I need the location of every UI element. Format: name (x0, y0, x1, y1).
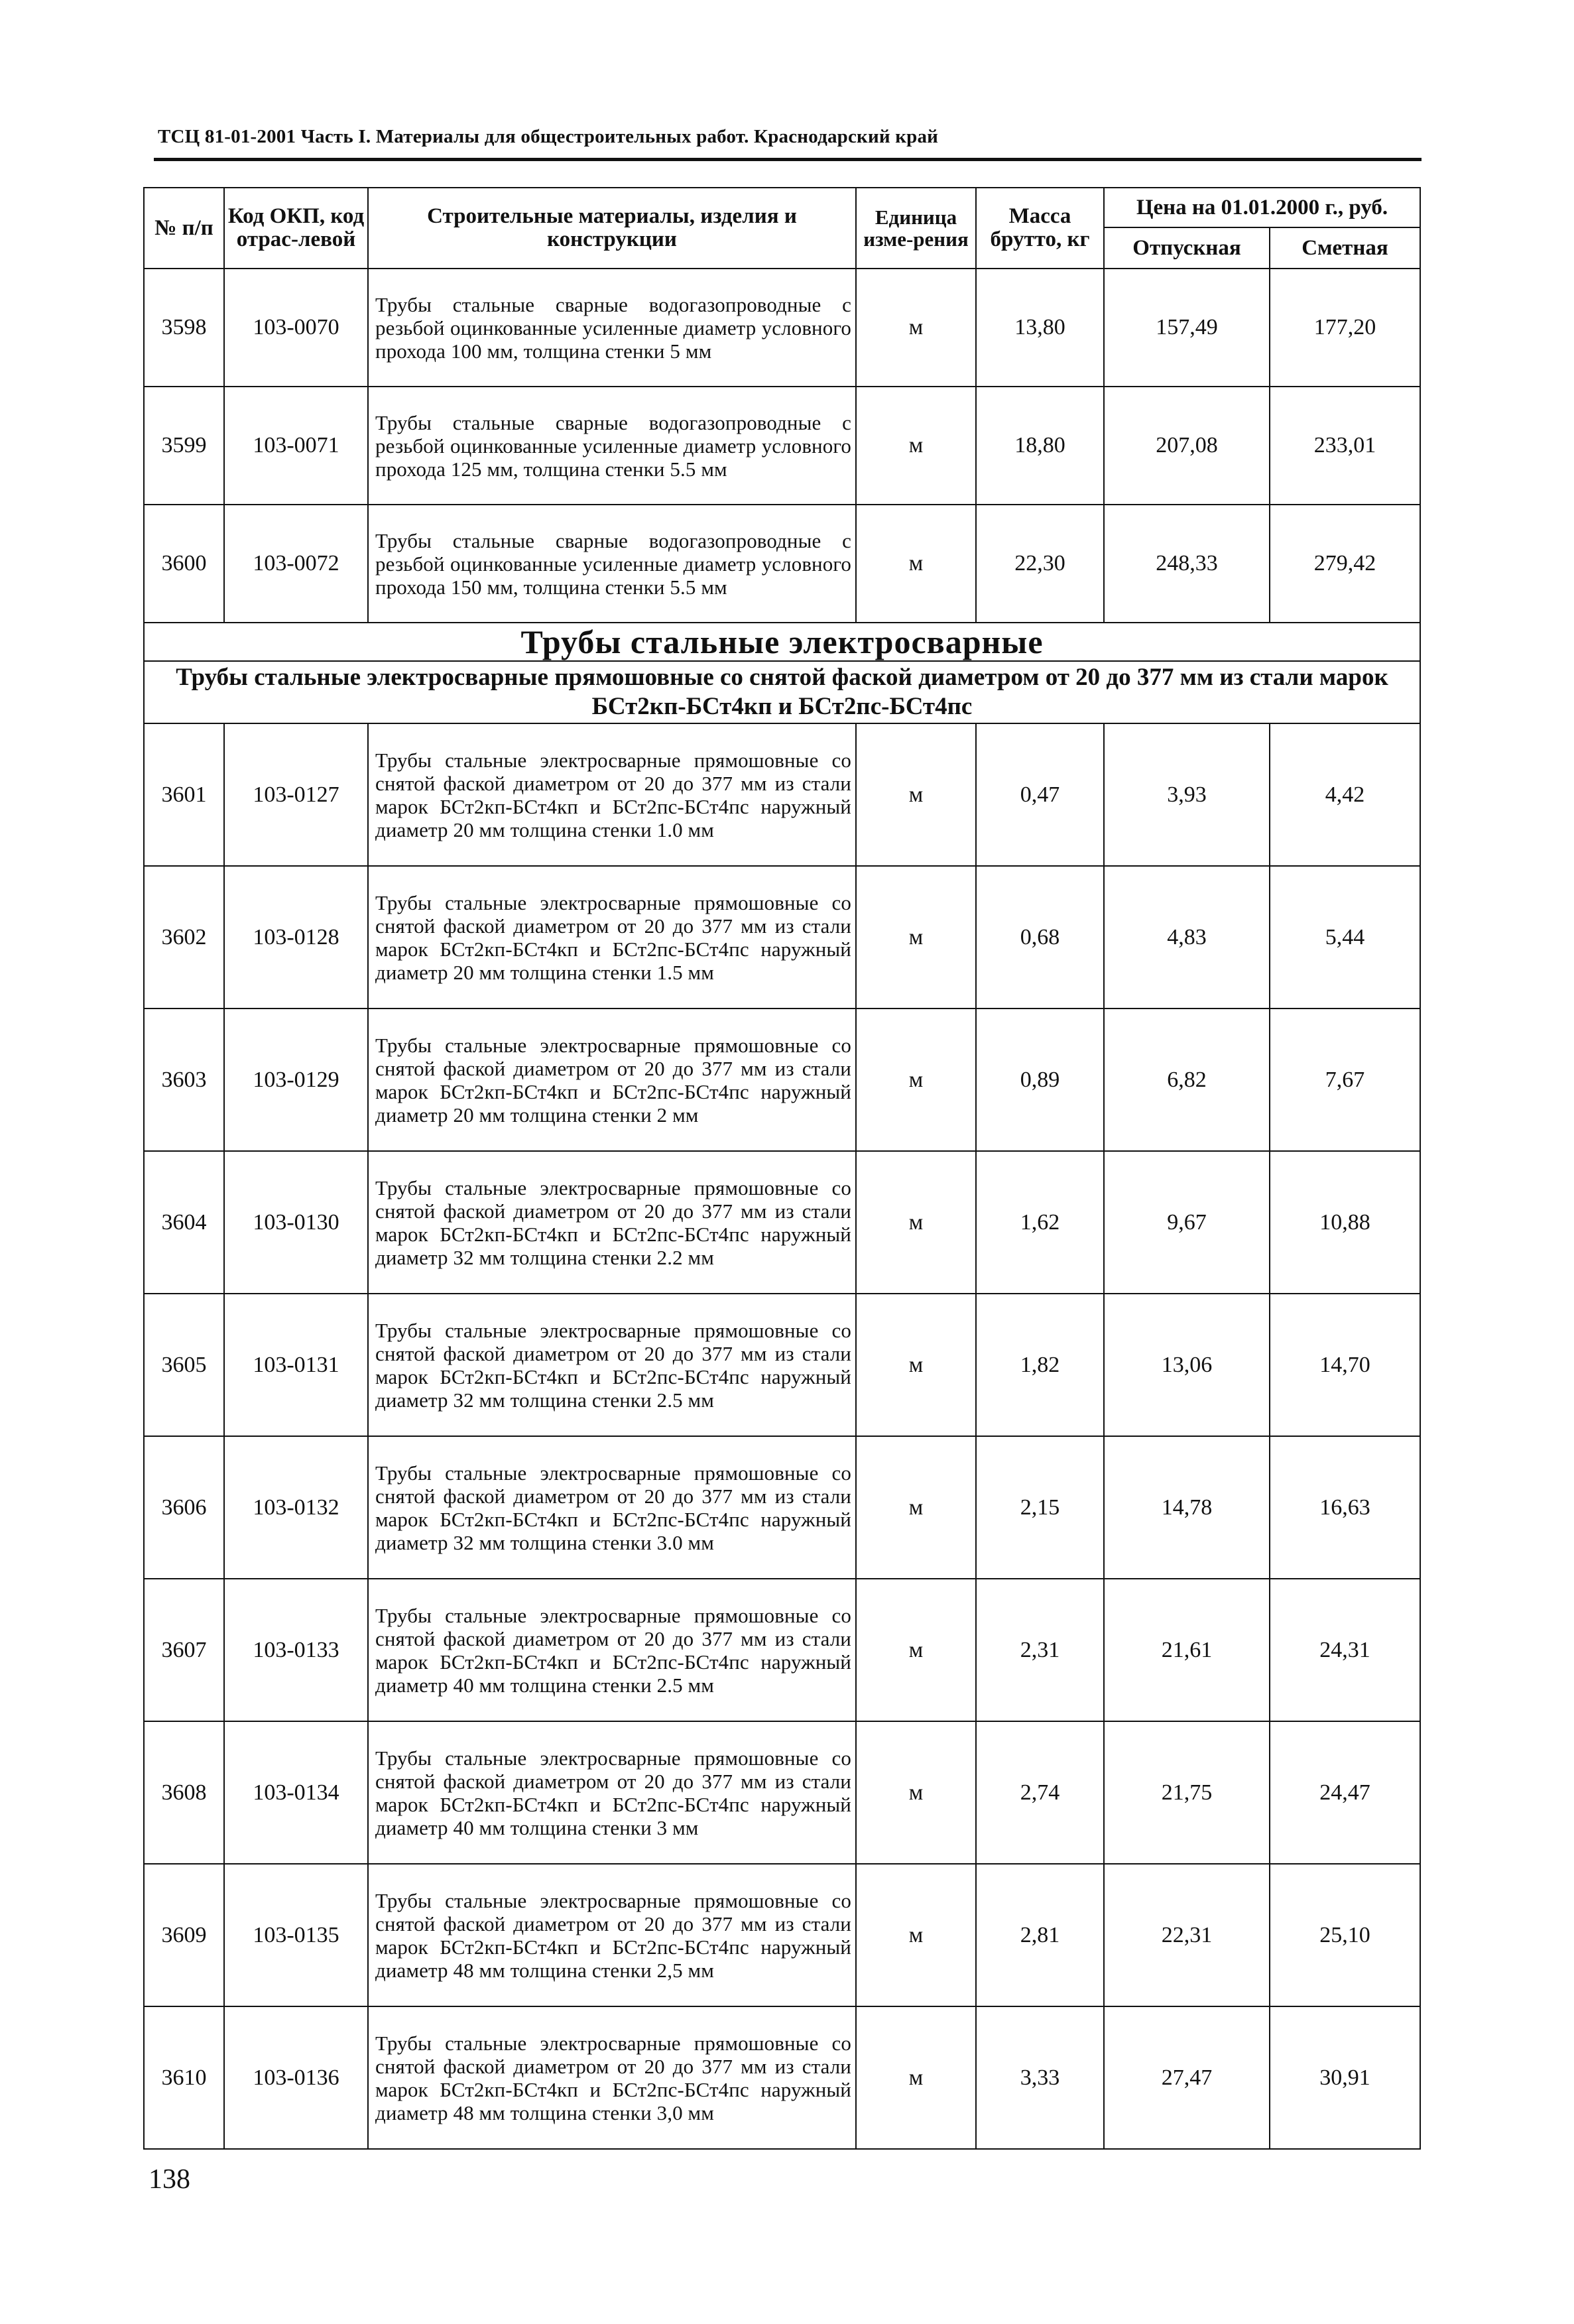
row-mass: 2,31 (976, 1579, 1104, 1721)
row-number: 3599 (144, 387, 224, 505)
row-unit: м (856, 866, 976, 1009)
row-price-release: 27,47 (1104, 2006, 1270, 2149)
col-header-code: Код ОКП, код отрас-левой (224, 188, 368, 269)
row-code: 103-0128 (224, 866, 368, 1009)
row-price-estimate: 16,63 (1270, 1436, 1420, 1579)
page-number: 138 (149, 2164, 190, 2195)
row-description: Трубы стальные сварные водогазопроводные с резьбой оцинкованные усиленные диаметр условного прохода 100 мм, толщина стенки 5 мм (368, 269, 856, 387)
row-code: 103-0072 (224, 505, 368, 623)
row-price-release: 6,82 (1104, 1009, 1270, 1151)
row-description: Трубы стальные электросварные прямошовные со снятой фаской диаметром от 20 до 377 мм из стали марок БСт2кп-БСт4кп и БСт2пс-БСт4пс наружный диаметр 48 мм толщина стенки 3,0 мм (368, 2006, 856, 2149)
row-price-estimate: 30,91 (1270, 2006, 1420, 2149)
table-row (144, 505, 1420, 623)
row-mass: 1,82 (976, 1294, 1104, 1436)
row-price-release: 14,78 (1104, 1436, 1270, 1579)
table-row (144, 1294, 1420, 1436)
row-code: 103-0136 (224, 2006, 368, 2149)
row-unit: м (856, 387, 976, 505)
table-row (144, 723, 1420, 866)
row-price-estimate: 4,42 (1270, 723, 1420, 866)
row-price-estimate: 7,67 (1270, 1009, 1420, 1151)
row-description: Трубы стальные электросварные прямошовные со снятой фаской диаметром от 20 до 377 мм из стали марок БСт2кп-БСт4кп и БСт2пс-БСт4пс наружный диаметр 32 мм толщина стенки 2.5 мм (368, 1294, 856, 1436)
row-price-release: 248,33 (1104, 505, 1270, 623)
row-mass: 2,74 (976, 1721, 1104, 1864)
row-number: 3607 (144, 1579, 224, 1721)
row-number: 3610 (144, 2006, 224, 2149)
row-price-release: 207,08 (1104, 387, 1270, 505)
row-description: Трубы стальные сварные водогазопроводные с резьбой оцинкованные усиленные диаметр условного прохода 125 мм, толщина стенки 5.5 мм (368, 387, 856, 505)
row-description: Трубы стальные электросварные прямошовные со снятой фаской диаметром от 20 до 377 мм из стали марок БСт2кп-БСт4кп и БСт2пс-БСт4пс наружный диаметр 20 мм толщина стенки 2 мм (368, 1009, 856, 1151)
row-description: Трубы стальные электросварные прямошовные со снятой фаской диаметром от 20 до 377 мм из стали марок БСт2кп-БСт4кп и БСт2пс-БСт4пс наружный диаметр 48 мм толщина стенки 2,5 мм (368, 1864, 856, 2006)
row-price-estimate: 25,10 (1270, 1864, 1420, 2006)
row-mass: 1,62 (976, 1151, 1104, 1294)
row-unit: м (856, 1294, 976, 1436)
col-header-name: Строительные материалы, изделия и конструкции (368, 188, 856, 269)
row-description: Трубы стальные электросварные прямошовные со снятой фаской диаметром от 20 до 377 мм из стали марок БСт2кп-БСт4кп и БСт2пс-БСт4пс наружный диаметр 40 мм толщина стенки 3 мм (368, 1721, 856, 1864)
row-unit: м (856, 1721, 976, 1864)
row-price-release: 157,49 (1104, 269, 1270, 387)
row-code: 103-0133 (224, 1579, 368, 1721)
row-price-release: 22,31 (1104, 1864, 1270, 2006)
row-unit: м (856, 269, 976, 387)
section-title: Трубы стальные электросварные (144, 623, 1420, 661)
table-row (144, 1151, 1420, 1294)
row-unit: м (856, 1579, 976, 1721)
row-number: 3608 (144, 1721, 224, 1864)
row-price-estimate: 5,44 (1270, 866, 1420, 1009)
row-mass: 0,89 (976, 1009, 1104, 1151)
table-row (144, 387, 1420, 505)
row-number: 3605 (144, 1294, 224, 1436)
row-code: 103-0071 (224, 387, 368, 505)
row-mass: 2,15 (976, 1436, 1104, 1579)
row-code: 103-0132 (224, 1436, 368, 1579)
row-number: 3604 (144, 1151, 224, 1294)
row-unit: м (856, 1151, 976, 1294)
row-code: 103-0135 (224, 1864, 368, 2006)
row-price-release: 9,67 (1104, 1151, 1270, 1294)
table-row (144, 1721, 1420, 1864)
table-row (144, 2006, 1420, 2149)
row-number: 3609 (144, 1864, 224, 2006)
row-number: 3601 (144, 723, 224, 866)
row-code: 103-0130 (224, 1151, 368, 1294)
row-description: Трубы стальные электросварные прямошовные со снятой фаской диаметром от 20 до 377 мм из стали марок БСт2кп-БСт4кп и БСт2пс-БСт4пс наружный диаметр 40 мм толщина стенки 2.5 мм (368, 1579, 856, 1721)
table-body-top (144, 269, 1420, 623)
table-section (144, 623, 1420, 723)
row-description: Трубы стальные электросварные прямошовные со снятой фаской диаметром от 20 до 377 мм из стали марок БСт2кп-БСт4кп и БСт2пс-БСт4пс наружный диаметр 20 мм толщина стенки 1.5 мм (368, 866, 856, 1009)
row-price-estimate: 233,01 (1270, 387, 1420, 505)
row-description: Трубы стальные электросварные прямошовные со снятой фаской диаметром от 20 до 377 мм из стали марок БСт2кп-БСт4кп и БСт2пс-БСт4пс наружный диаметр 20 мм толщина стенки 1.0 мм (368, 723, 856, 866)
col-header-price-estimate: Сметная (1270, 227, 1420, 269)
row-code: 103-0134 (224, 1721, 368, 1864)
row-price-release: 4,83 (1104, 866, 1270, 1009)
row-number: 3602 (144, 866, 224, 1009)
table-row (144, 1579, 1420, 1721)
row-mass: 0,47 (976, 723, 1104, 866)
row-unit: м (856, 1436, 976, 1579)
table-row (144, 1009, 1420, 1151)
row-description: Трубы стальные электросварные прямошовные со снятой фаской диаметром от 20 до 377 мм из стали марок БСт2кп-БСт4кп и БСт2пс-БСт4пс наружный диаметр 32 мм толщина стенки 2.2 мм (368, 1151, 856, 1294)
row-description: Трубы стальные электросварные прямошовные со снятой фаской диаметром от 20 до 377 мм из стали марок БСт2кп-БСт4кп и БСт2пс-БСт4пс наружный диаметр 32 мм толщина стенки 3.0 мм (368, 1436, 856, 1579)
row-price-release: 13,06 (1104, 1294, 1270, 1436)
row-code: 103-0127 (224, 723, 368, 866)
row-price-estimate: 24,47 (1270, 1721, 1420, 1864)
header-rule (154, 158, 1422, 161)
table-row (144, 269, 1420, 387)
subsection-title: Трубы стальные электросварные прямошовные со снятой фаской диаметром от 20 до 377 мм из стали марок БСт2кп-БСт4кп и БСт2пс-БСт4пс (144, 661, 1420, 723)
row-unit: м (856, 723, 976, 866)
col-header-num: № п/п (144, 188, 224, 269)
row-mass: 0,68 (976, 866, 1104, 1009)
row-number: 3603 (144, 1009, 224, 1151)
table-row (144, 1864, 1420, 2006)
row-unit: м (856, 505, 976, 623)
col-header-price-release: Отпускная (1104, 227, 1270, 269)
row-price-estimate: 24,31 (1270, 1579, 1420, 1721)
row-number: 3598 (144, 269, 224, 387)
running-header: ТСЦ 81-01-2001 Часть I. Материалы для общестроительных работ. Краснодарский край (158, 126, 939, 147)
row-number: 3606 (144, 1436, 224, 1579)
row-number: 3600 (144, 505, 224, 623)
col-header-mass: Масса брутто, кг (976, 188, 1104, 269)
table-row (144, 1436, 1420, 1579)
row-code: 103-0070 (224, 269, 368, 387)
row-price-estimate: 14,70 (1270, 1294, 1420, 1436)
row-price-estimate: 10,88 (1270, 1151, 1420, 1294)
row-price-release: 3,93 (1104, 723, 1270, 866)
row-code: 103-0129 (224, 1009, 368, 1151)
row-code: 103-0131 (224, 1294, 368, 1436)
row-unit: м (856, 1009, 976, 1151)
table-row (144, 866, 1420, 1009)
col-header-price-group: Цена на 01.01.2000 г., руб. (1104, 188, 1420, 227)
table-header (144, 188, 1420, 269)
row-mass: 13,80 (976, 269, 1104, 387)
row-mass: 3,33 (976, 2006, 1104, 2149)
row-unit: м (856, 1864, 976, 2006)
price-table (143, 187, 1421, 2150)
row-price-release: 21,61 (1104, 1579, 1270, 1721)
table-body-bottom (144, 723, 1420, 2149)
row-price-estimate: 279,42 (1270, 505, 1420, 623)
row-mass: 22,30 (976, 505, 1104, 623)
col-header-unit: Единица изме-рения (856, 188, 976, 269)
row-mass: 2,81 (976, 1864, 1104, 2006)
row-unit: м (856, 2006, 976, 2149)
row-description: Трубы стальные сварные водогазопроводные с резьбой оцинкованные усиленные диаметр условного прохода 150 мм, толщина стенки 5.5 мм (368, 505, 856, 623)
row-price-estimate: 177,20 (1270, 269, 1420, 387)
row-mass: 18,80 (976, 387, 1104, 505)
row-price-release: 21,75 (1104, 1721, 1270, 1864)
